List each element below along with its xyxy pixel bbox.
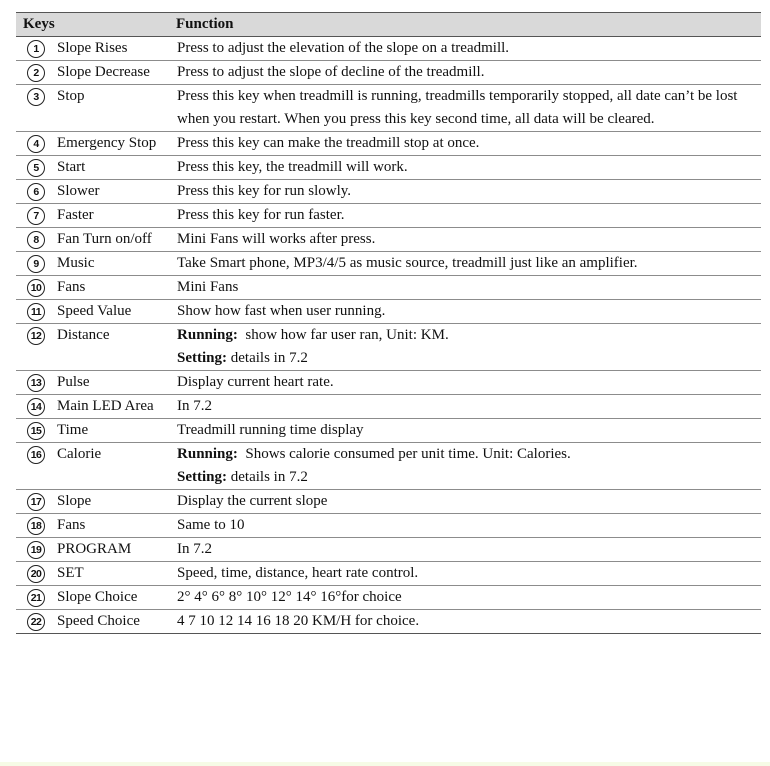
function-line (177, 514, 757, 537)
function-description-cell (172, 300, 761, 324)
function-line (177, 252, 757, 275)
function-description-cell (172, 443, 761, 490)
function-line (177, 538, 757, 561)
key-name-cell: Speed Value (56, 300, 172, 324)
table-row (16, 61, 761, 85)
function-line (177, 204, 757, 227)
key-number-cell (16, 61, 56, 85)
key-name-cell: Start (56, 156, 172, 180)
circled-number-badge: 10 (27, 279, 45, 297)
function-description-cell (172, 252, 761, 276)
function-description-cell (172, 180, 761, 204)
function-line (177, 562, 757, 585)
table-body (16, 37, 761, 634)
key-name-cell: Music (56, 252, 172, 276)
circled-number-badge: 11 (27, 303, 45, 321)
function-description-cell (172, 324, 761, 371)
circled-number-badge: 19 (27, 541, 45, 559)
function-line-text: show how far user ran, Unit: KM. (237, 327, 449, 343)
key-name-cell: Emergency Stop (56, 132, 172, 156)
function-line-text: Same to 10 (177, 517, 245, 533)
function-description-cell (172, 395, 761, 419)
page-bottom-band (0, 762, 770, 766)
function-line (177, 156, 757, 179)
function-line-text: 2° 4° 6° 8° 10° 12° 14° 16°for choice (177, 589, 402, 605)
function-line (177, 276, 757, 299)
circled-number-badge: 4 (27, 135, 45, 153)
key-number-cell (16, 538, 56, 562)
function-line (177, 419, 757, 442)
function-line-text: Press to adjust the slope of decline of the treadmill. (177, 64, 485, 80)
function-description-cell (172, 562, 761, 586)
function-line (177, 610, 757, 633)
circled-number-badge: 3 (27, 88, 45, 106)
key-name-cell: Fans (56, 276, 172, 300)
circled-number-badge: 14 (27, 398, 45, 416)
circled-number-badge: 13 (27, 374, 45, 392)
key-name-cell: Slope Decrease (56, 61, 172, 85)
table-row (16, 610, 761, 634)
circled-number-badge: 1 (27, 40, 45, 58)
function-line-text: Treadmill running time display (177, 422, 364, 438)
function-line-text: Take Smart phone, MP3/4/5 as music source, treadmill just like an amplifier. (177, 255, 638, 271)
table-row (16, 204, 761, 228)
key-name-cell: Calorie (56, 443, 172, 490)
function-line-text: Display current heart rate. (177, 374, 334, 390)
table-row (16, 586, 761, 610)
function-line-text: details in 7.2 (227, 350, 308, 366)
key-name-cell: SET (56, 562, 172, 586)
circled-number-badge: 20 (27, 565, 45, 583)
table-row (16, 395, 761, 419)
table-header-row (16, 13, 761, 37)
function-description-cell (172, 156, 761, 180)
table-row (16, 538, 761, 562)
function-description-cell (172, 132, 761, 156)
table-row (16, 252, 761, 276)
table-row (16, 300, 761, 324)
key-name-cell: Slope Rises (56, 37, 172, 61)
function-line-text: Show how fast when user running. (177, 303, 386, 319)
key-number-cell (16, 562, 56, 586)
key-name-cell: Stop (56, 85, 172, 132)
key-name-cell: Faster (56, 204, 172, 228)
circled-number-badge: 18 (27, 517, 45, 535)
function-line (177, 395, 757, 418)
key-name-cell: Fan Turn on/off (56, 228, 172, 252)
function-line (177, 347, 757, 370)
function-line-text: Shows calorie consumed per unit time. Unit: Calories. (237, 446, 571, 462)
function-line-label: Running: (177, 327, 238, 343)
table-row (16, 132, 761, 156)
function-line-text: In 7.2 (177, 541, 213, 557)
function-description-cell (172, 538, 761, 562)
table-row (16, 180, 761, 204)
circled-number-badge: 22 (27, 613, 45, 631)
function-line (177, 37, 757, 60)
function-line-label: Setting: (177, 469, 228, 485)
table-row (16, 443, 761, 490)
key-name-cell: Slope Choice (56, 586, 172, 610)
key-number-cell (16, 395, 56, 419)
function-line (177, 443, 757, 466)
keys-column-header: Keys (16, 13, 172, 37)
table-row (16, 562, 761, 586)
circled-number-badge: 6 (27, 183, 45, 201)
key-name-cell: PROGRAM (56, 538, 172, 562)
table-row (16, 228, 761, 252)
key-number-cell (16, 586, 56, 610)
key-number-cell (16, 37, 56, 61)
key-name-cell: Distance (56, 324, 172, 371)
function-description-cell (172, 61, 761, 85)
key-name-cell: Slope (56, 490, 172, 514)
circled-number-badge: 8 (27, 231, 45, 249)
key-number-cell (16, 371, 56, 395)
function-line-text: Mini Fans will works after press. (177, 231, 376, 247)
function-description-cell (172, 514, 761, 538)
key-number-cell (16, 276, 56, 300)
key-number-cell (16, 490, 56, 514)
function-line-text: Speed, time, distance, heart rate control. (177, 565, 419, 581)
function-line (177, 132, 757, 155)
table-row (16, 37, 761, 61)
function-line (177, 324, 757, 347)
function-line (177, 490, 757, 513)
circled-number-badge: 16 (27, 446, 45, 464)
table-row (16, 85, 761, 132)
table-row (16, 371, 761, 395)
function-line-text: Press this key for run slowly. (177, 183, 352, 199)
keys-function-table (16, 12, 761, 634)
function-line (177, 61, 757, 84)
circled-number-badge: 2 (27, 64, 45, 82)
key-number-cell (16, 252, 56, 276)
key-number-cell (16, 324, 56, 371)
function-line-text: Press this key can make the treadmill stop at once. (177, 135, 480, 151)
function-line-text: 4 7 10 12 14 16 18 20 KM/H for choice. (177, 613, 420, 629)
function-line (177, 300, 757, 323)
function-line (177, 85, 757, 131)
function-line-label: Setting: (177, 350, 228, 366)
function-column-header: Function (172, 13, 761, 37)
key-number-cell (16, 156, 56, 180)
key-number-cell (16, 228, 56, 252)
function-description-cell (172, 276, 761, 300)
table-row (16, 419, 761, 443)
function-description-cell (172, 610, 761, 634)
key-number-cell (16, 443, 56, 490)
function-line-text: Press this key when treadmill is running, treadmills temporarily stopped, all date can’t be lost when you restart. When you press this key second time, all data will be cleared. (177, 88, 742, 127)
function-line-text: Press this key, the treadmill will work. (177, 159, 408, 175)
function-description-cell (172, 85, 761, 132)
circled-number-badge: 5 (27, 159, 45, 177)
function-description-cell (172, 204, 761, 228)
circled-number-badge: 7 (27, 207, 45, 225)
key-number-cell (16, 514, 56, 538)
function-description-cell (172, 490, 761, 514)
function-line-label: Running: (177, 446, 238, 462)
key-number-cell (16, 180, 56, 204)
key-number-cell (16, 419, 56, 443)
table-row (16, 156, 761, 180)
table-row (16, 514, 761, 538)
key-name-cell: Slower (56, 180, 172, 204)
key-number-cell (16, 85, 56, 132)
function-line-text: Press this key for run faster. (177, 207, 345, 223)
key-number-cell (16, 204, 56, 228)
function-line-text: Press to adjust the elevation of the slope on a treadmill. (177, 40, 510, 56)
function-description-cell (172, 419, 761, 443)
table-row (16, 490, 761, 514)
circled-number-badge: 9 (27, 255, 45, 273)
circled-number-badge: 21 (27, 589, 45, 607)
key-name-cell: Time (56, 419, 172, 443)
function-line (177, 586, 757, 609)
function-line (177, 180, 757, 203)
key-number-cell (16, 300, 56, 324)
table-row (16, 324, 761, 371)
key-name-cell: Pulse (56, 371, 172, 395)
function-description-cell (172, 228, 761, 252)
circled-number-badge: 12 (27, 327, 45, 345)
function-line (177, 466, 757, 489)
key-name-cell: Main LED Area (56, 395, 172, 419)
key-name-cell: Speed Choice (56, 610, 172, 634)
function-description-cell (172, 37, 761, 61)
circled-number-badge: 17 (27, 493, 45, 511)
function-line-text: In 7.2 (177, 398, 213, 414)
function-line-text: Mini Fans (177, 279, 239, 295)
key-name-cell: Fans (56, 514, 172, 538)
table-row (16, 276, 761, 300)
function-line-text: details in 7.2 (227, 469, 308, 485)
function-line-text: Display the current slope (177, 493, 328, 509)
function-line (177, 228, 757, 251)
key-number-cell (16, 132, 56, 156)
function-line (177, 371, 757, 394)
key-number-cell (16, 610, 56, 634)
function-description-cell (172, 586, 761, 610)
circled-number-badge: 15 (27, 422, 45, 440)
function-description-cell (172, 371, 761, 395)
